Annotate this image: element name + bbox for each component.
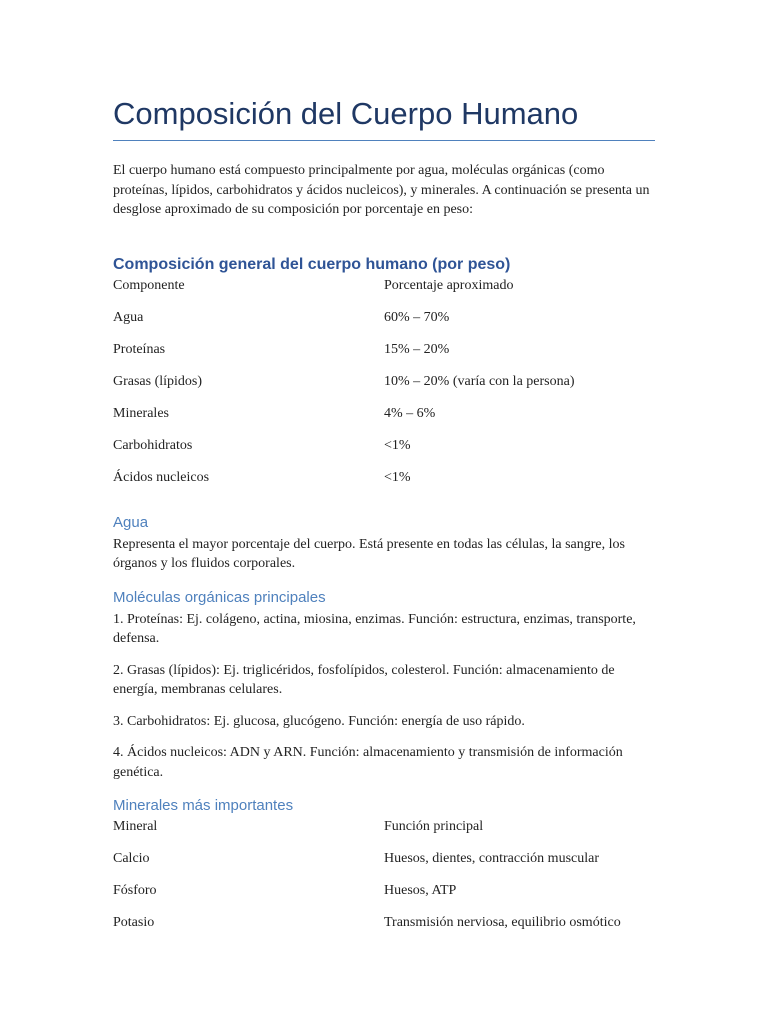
- table-row: [113, 437, 655, 469]
- table-row: [113, 882, 655, 914]
- table-header-cell: Componente: [113, 277, 185, 293]
- table-header-cell: Mineral: [113, 819, 158, 834]
- list-item: 4. Ácidos nucleicos: ADN y ARN. Función: almacenamiento y transmisión de información genética.: [113, 745, 623, 780]
- table-cell: Transmisión nerviosa, equilibrio osmótico: [384, 915, 621, 930]
- table-row: [113, 469, 655, 489]
- table-row: [113, 341, 655, 373]
- table-cell: Potasio: [113, 915, 155, 930]
- composition-table: [113, 277, 655, 489]
- water-heading: Agua: [113, 513, 149, 531]
- table-cell: Huesos, ATP: [384, 883, 457, 898]
- table-cell: Ácidos nucleicos: [113, 469, 210, 485]
- list-item: 2. Grasas (lípidos): Ej. triglicéridos, fosfolípidos, colesterol. Función: almacenamiento de energía, membranas celulares.: [113, 662, 615, 697]
- water-paragraph: Representa el mayor porcentaje del cuerpo. Está presente en todas las células, la sangre, los órganos y los fluidos corporales.: [113, 536, 625, 571]
- minerals-table: [113, 818, 655, 934]
- table-row: [113, 373, 655, 405]
- table-cell: 15% – 20%: [384, 341, 450, 357]
- table-cell: Calcio: [113, 851, 150, 866]
- document-body: [113, 96, 655, 934]
- table-cell: Agua: [113, 309, 144, 325]
- table-cell: Huesos, dientes, contracción muscular: [384, 851, 599, 866]
- table-row: [113, 850, 655, 882]
- table-row: [113, 914, 655, 934]
- table-cell: 4% – 6%: [384, 405, 436, 421]
- table-cell: Fósforo: [113, 883, 157, 898]
- organic-heading: Moléculas orgánicas principales: [113, 588, 326, 606]
- minerals-heading: Minerales más importantes: [113, 797, 294, 814]
- list-item: 3. Carbohidratos: Ej. glucosa, glucógeno. Función: energía de uso rápido.: [113, 713, 525, 729]
- table-cell: 10% – 20% (varía con la persona): [384, 373, 575, 389]
- table-header-row: [113, 277, 655, 309]
- table-cell: <1%: [384, 469, 411, 485]
- page-title: Composición del Cuerpo Humano: [113, 96, 579, 131]
- table-cell: <1%: [384, 437, 411, 453]
- table-cell: Grasas (lípidos): [113, 373, 203, 389]
- table-header-row: [113, 818, 655, 850]
- intro-paragraph: El cuerpo humano está compuesto principalmente por agua, moléculas orgánicas (como proteínas, lípidos, carbohidratos y ácidos nucleicos), y minerales. A continuación se presenta un desglose aproximado de su composición por porcentaje en peso:: [113, 163, 650, 217]
- table-cell: Carbohidratos: [113, 437, 193, 453]
- table-cell: 60% – 70%: [384, 309, 450, 325]
- table-header-cell: Porcentaje aproximado: [384, 277, 514, 293]
- table-row: [113, 405, 655, 437]
- table-cell: Minerales: [113, 405, 169, 421]
- table-header-cell: Función principal: [384, 819, 484, 834]
- list-item: 1. Proteínas: Ej. colágeno, actina, miosina, enzimas. Función: estructura, enzimas, transporte, defensa.: [113, 611, 636, 646]
- title-underline: [113, 140, 655, 141]
- composition-heading: Composición general del cuerpo humano (por peso): [113, 255, 511, 273]
- table-row: [113, 309, 655, 341]
- table-cell: Proteínas: [113, 341, 166, 357]
